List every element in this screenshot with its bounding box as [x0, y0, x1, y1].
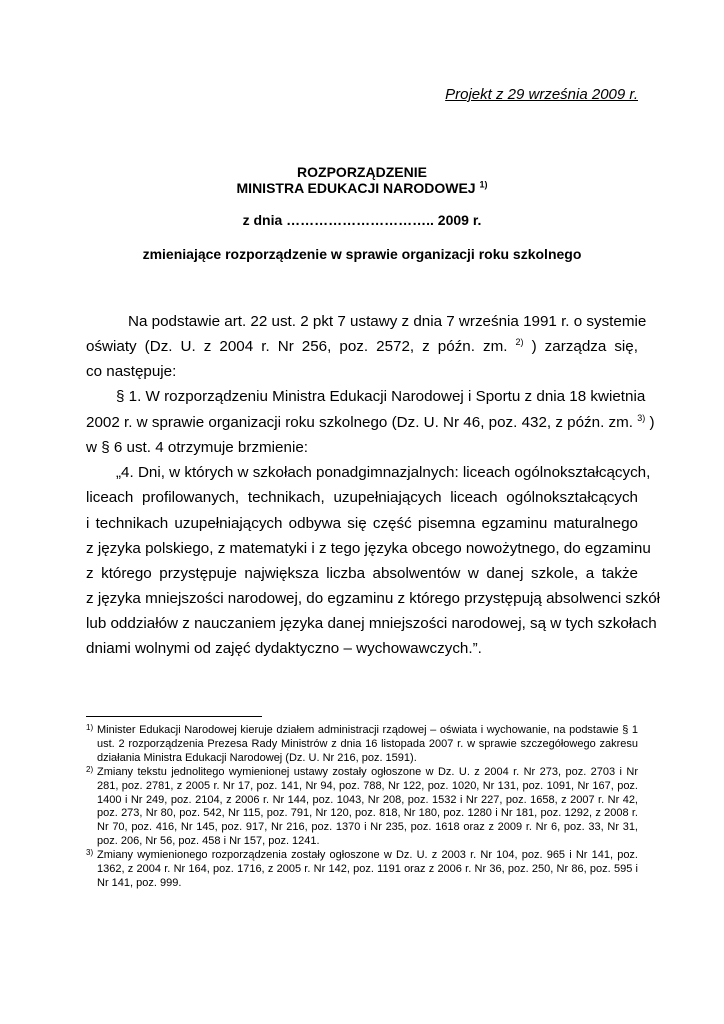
footnote-1-mark: 1): [86, 723, 94, 732]
p3-line8: dniami wolnymi od zajęć dydaktyczno – wychowawczych.”.: [86, 640, 482, 657]
p3-line4: z języka polskiego, z matematyki i z tego języka obcego nowożytnego, do egzaminu: [86, 540, 651, 557]
title-minister-text: MINISTRA EDUKACJI NARODOWEJ: [236, 180, 476, 196]
footnote-ref-1: 1): [479, 179, 488, 190]
title-subject: zmieniające rozporządzenie w sprawie organizacji roku szkolnego: [142, 246, 582, 262]
p2-line1: § 1. W rozporządzeniu Ministra Edukacji Narodowej i Sportu z dnia 18 kwietnia: [116, 388, 646, 405]
footnote-3-mark: 3): [86, 848, 94, 858]
footnote-1-text: Minister Edukacji Narodowej kieruje działem administracji rządowej – oświata i wychowanie, na podstawie § 1 ust. 2 rozporządzenia Prezesa Rady Ministrów z dnia 16 listopada 2007 r. w sprawie szczegółowego zakresu działania Ministra Edukacji Narodowej (Dz. U. Nr 216, poz. 1591).: [97, 724, 638, 764]
p2-line2: [86, 414, 655, 431]
footnote-2-mark: 2): [86, 764, 94, 774]
p3-line5: z którego przystępuje największa liczba absolwentów w danej szkole, a także: [86, 565, 638, 582]
p1-line1: Na podstawie art. 22 ust. 2 pkt 7 ustawy z dnia 7 września 1991 r. o systemie: [128, 313, 647, 330]
footnote-ref-2: 2): [515, 336, 524, 347]
title-minister: [86, 180, 638, 196]
footnote-2-text: Zmiany tekstu jednolitego wymienionej ustawy zostały ogłoszone w Dz. U. z 2004 r. Nr 273, poz. 2703 i Nr 281, poz. 2781, z 2005 r. Nr 17, poz. 141, Nr 94, poz. 788, Nr 122, poz. 1020, Nr 131, poz. 1091, Nr 167, poz. 1400 i Nr 249, poz. 2104, z 2006 r. Nr 144, poz. 1043, Nr 208, poz. 1532 i Nr 227, poz. 1658, z 2007 r. Nr 42, poz. 273, Nr 80, poz. 542, Nr 115, poz. 791, Nr 120, poz. 818, Nr 180, poz. 1280 i Nr 181, poz. 1292, z 2008 r. Nr 70, poz. 416, Nr 145, poz. 917, Nr 216, poz. 1370 i Nr 235, poz. 1618 oraz z 2009 r. Nr 6, poz. 33, Nr 31, poz. 206, Nr 56, poz. 458 i Nr 157, poz. 1241.: [97, 765, 638, 848]
p3-line1: „4. Dni, w których w szkołach ponadgimnazjalnych: liceach ogólnokształcących,: [116, 464, 651, 481]
title-date-line: z dnia ………………………….. 2009 r.: [242, 212, 482, 228]
p1-line2-tail: ) zarządza się,: [531, 338, 638, 355]
footnote-1: [86, 724, 638, 766]
p3-line2: liceach profilowanych, technikach, uzupełniających liceach ogólnokształcących: [86, 489, 638, 506]
footnote-ref-3: 3): [637, 412, 646, 423]
p3-line3: i technikach uzupełniających odbywa się część pisemna egzaminu maturalnego: [86, 515, 638, 532]
p2-line2-text: 2002 r. w sprawie organizacji roku szkolnego (Dz. U. Nr 46, poz. 432, z późn. zm.: [86, 414, 633, 431]
footnotes: [86, 724, 638, 891]
p1-line2-text: oświaty (Dz. U. z 2004 r. Nr 256, poz. 2572, z późn. zm.: [86, 338, 508, 355]
footnote-3-text: Zmiany wymienionego rozporządzenia zostały ogłoszone w Dz. U. z 2003 r. Nr 104, poz. 965 i Nr 141, poz. 1362, z 2004 r. Nr 164, poz. 1716, z 2005 r. Nr 142, poz. 1191 oraz z 2006 r. Nr 36, poz. 250, Nr 86, poz. 595 i Nr 141, poz. 999.: [97, 849, 638, 889]
project-date: Projekt z 29 września 2009 r.: [445, 86, 638, 103]
p2-line2-tail: ): [649, 414, 655, 431]
p3-line7: lub oddziałów z nauczaniem języka danej mniejszości narodowej, są w tych szkołach: [86, 615, 657, 632]
footnote-2: [86, 766, 638, 849]
p3-line6: z języka mniejszości narodowej, do egzaminu z którego przystępują absolwenci szkół: [86, 590, 661, 607]
p2-line3: w § 6 ust. 4 otrzymuje brzmienie:: [86, 439, 308, 456]
p1-line3: co następuje:: [86, 363, 177, 380]
title-regulation: ROZPORZĄDZENIE: [297, 164, 427, 180]
footnote-3: [86, 849, 638, 891]
footnote-separator: [86, 716, 262, 717]
p1-line2: [86, 338, 638, 355]
